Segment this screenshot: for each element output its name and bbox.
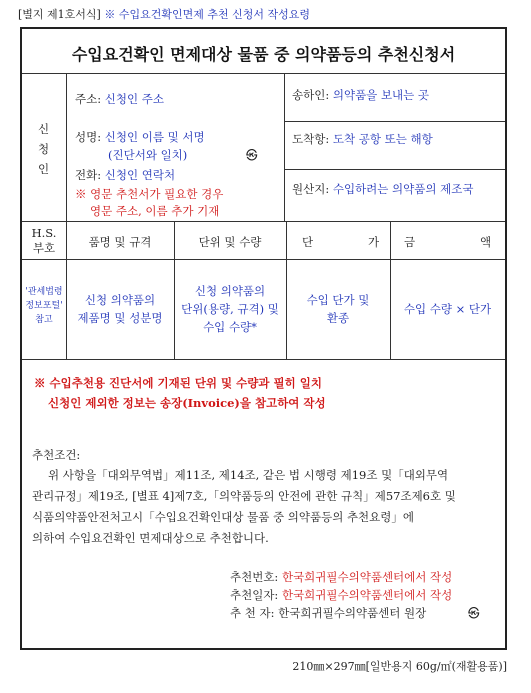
hs-header-line-2: 부호 bbox=[32, 241, 56, 255]
phone-value: 신청인 연락처 bbox=[104, 168, 176, 182]
address-label: 주소: bbox=[75, 92, 102, 106]
conditions-line-4: 의하여 수입요건확인 면제대상으로 추천합니다. bbox=[32, 531, 269, 545]
divider-under-title bbox=[22, 73, 505, 74]
recommend-by-label: 추 천 자: bbox=[230, 606, 275, 620]
origin-value: 수입하려는 의약품의 제조국 bbox=[332, 182, 474, 196]
seal-mark-recommender: ㉿ bbox=[468, 606, 480, 620]
name-note: (진단서와 일치) bbox=[108, 148, 188, 162]
divider-right-1 bbox=[284, 121, 505, 122]
divider-above-table bbox=[22, 221, 505, 222]
row-unit-line-1: 신청 의약품의 bbox=[194, 284, 266, 298]
divider-under-table bbox=[22, 359, 505, 360]
row-amount: 수입 수량 × 단가 bbox=[403, 302, 492, 316]
conditions-heading: 추천조건: bbox=[32, 448, 81, 462]
row-spec-line-2: 제품명 및 성분명 bbox=[77, 311, 163, 325]
origin-label: 원산지: bbox=[292, 182, 330, 196]
divider-right-2 bbox=[284, 169, 505, 170]
seal-mark-applicant: ㉿ bbox=[246, 148, 258, 162]
row-hs-line-2: 정보포털' bbox=[25, 301, 63, 311]
recommend-by-value: 한국희귀필수의약품센터 원장 bbox=[278, 606, 427, 620]
hs-code-header bbox=[22, 226, 66, 256]
paper-spec-footer: 210㎜×297㎜[일반용지 60g/㎡(재활용품)] bbox=[292, 660, 507, 673]
col-header-price-b: 가 bbox=[368, 235, 380, 249]
notice-line-2: 신청인 제외한 정보는 송장(Invoice)을 참고하여 작성 bbox=[48, 396, 326, 410]
row-price-line-2: 환종 bbox=[326, 311, 350, 325]
divider-col-amount bbox=[390, 221, 391, 359]
english-note-1: ※ 영문 추천서가 필요한 경우 bbox=[75, 187, 224, 201]
sender-row bbox=[292, 87, 429, 103]
name-label: 성명: bbox=[75, 130, 102, 144]
recommend-date-value: 한국희귀필수의약품센터에서 작성 bbox=[281, 588, 453, 602]
hs-header-line-1: H.S. bbox=[31, 226, 57, 240]
phone-label: 전화: bbox=[75, 168, 102, 182]
sender-value: 의약품을 보내는 곳 bbox=[332, 88, 430, 102]
english-note-2: 영문 주소, 이름 추가 기재 bbox=[90, 204, 220, 218]
row-spec bbox=[66, 291, 174, 327]
recommend-by-row bbox=[230, 605, 426, 621]
recommend-no-value: 한국희귀필수의약품센터에서 작성 bbox=[281, 570, 453, 584]
col-header-amount-b: 액 bbox=[480, 235, 492, 249]
recommend-no-label: 추천번호: bbox=[230, 570, 279, 584]
form-guide: ※ 수입요건확인면제 추천 신청서 작성요령 bbox=[104, 8, 310, 21]
row-price bbox=[286, 291, 390, 327]
recommend-date-label: 추천일자: bbox=[230, 588, 279, 602]
address-value: 신청인 주소 bbox=[104, 92, 164, 106]
row-spec-line-1: 신청 의약품의 bbox=[84, 293, 156, 307]
row-hs-line-3: 참고 bbox=[35, 315, 53, 325]
port-label: 도착항: bbox=[292, 132, 330, 146]
row-unit bbox=[174, 282, 286, 336]
col-header-amount-a: 금 bbox=[404, 235, 416, 249]
notice-line-1: ※ 수입추천용 진단서에 기재된 단위 및 수량과 필히 일치 bbox=[34, 376, 322, 390]
phone-row bbox=[75, 167, 175, 183]
side-char-3: 인 bbox=[38, 162, 50, 176]
row-unit-line-3: 수입 수량* bbox=[203, 320, 257, 334]
form-title: 수입요건확인 면제대상 물품 중 의약품등의 추천신청서 bbox=[71, 45, 456, 64]
col-header-price-a: 단 bbox=[302, 235, 314, 249]
divider-middle bbox=[284, 73, 285, 221]
recommend-no-row bbox=[230, 569, 452, 585]
name-value: 신청인 이름 및 서명 bbox=[104, 130, 205, 144]
sender-label: 송하인: bbox=[292, 88, 330, 102]
row-hs-line-1: '관세법령 bbox=[25, 287, 63, 297]
recommendation-form bbox=[20, 27, 507, 650]
form-number: [별지 제1호서식] bbox=[18, 8, 101, 21]
form-header bbox=[18, 6, 310, 22]
divider-col-price bbox=[286, 221, 287, 359]
row-price-line-1: 수입 단가 및 bbox=[306, 293, 370, 307]
port-value: 도착 공항 또는 해항 bbox=[332, 132, 433, 146]
side-char-1: 신 bbox=[38, 122, 50, 136]
col-header-spec: 품명 및 규격 bbox=[88, 235, 152, 249]
name-row bbox=[75, 129, 205, 145]
row-unit-line-2: 단위(용량, 규격) 및 bbox=[181, 302, 279, 316]
origin-row bbox=[292, 181, 473, 197]
conditions-line-1: 위 사항을「대외무역법」제11조, 제14조, 같은 법 시행령 제19조 및「대외무역 bbox=[48, 468, 449, 482]
applicant-side-label bbox=[38, 119, 49, 179]
col-header-unit: 단위 및 수량 bbox=[198, 235, 262, 249]
side-char-2: 청 bbox=[38, 142, 50, 156]
recommend-date-row bbox=[230, 587, 452, 603]
port-row bbox=[292, 131, 433, 147]
divider-table-header bbox=[22, 259, 505, 260]
conditions-line-2: 관리규정」제19조, [별표 4]제7호,「의약품등의 안전에 관한 규칙」제57조제6호 및 bbox=[32, 489, 456, 503]
row-hs-code bbox=[22, 285, 66, 327]
conditions-line-3: 식품의약품안전처고시「수입요건확인대상 물품 중 의약품등의 추천요령」에 bbox=[32, 510, 414, 524]
address-row bbox=[75, 91, 164, 107]
